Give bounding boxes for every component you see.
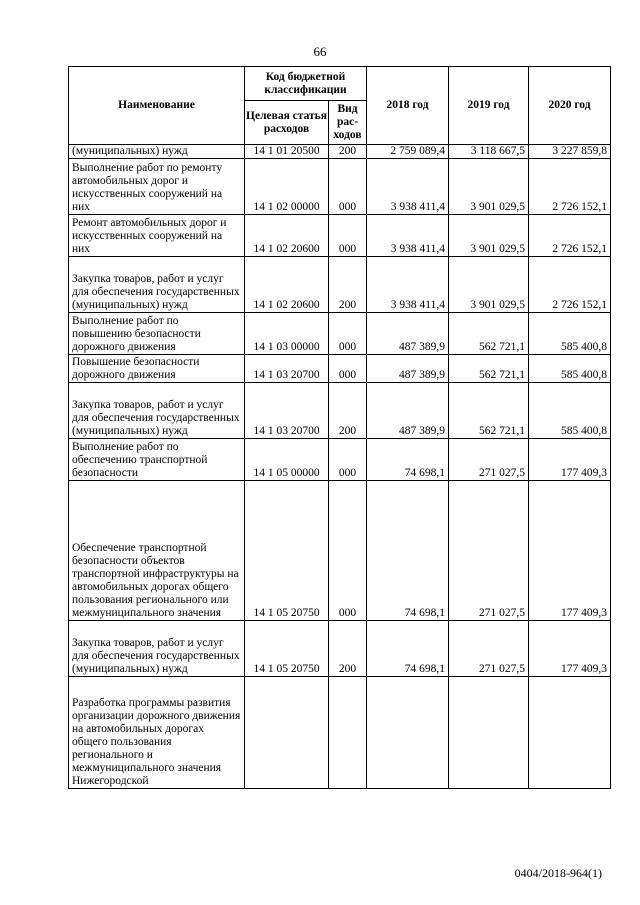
table-row bbox=[69, 159, 611, 215]
row-value-2020: 2 726 152,1 bbox=[529, 215, 611, 257]
row-value-2019 bbox=[449, 677, 529, 789]
row-value-2019: 3 118 667,5 bbox=[449, 145, 529, 159]
row-value-2020: 585 400,8 bbox=[529, 383, 611, 439]
table-row bbox=[69, 383, 611, 439]
header-budget-code: Код бюджетной классификации bbox=[245, 67, 367, 101]
row-target-article: 14 1 05 00000 bbox=[245, 439, 329, 481]
row-name: Ремонт автомобильных дорог и искусственных сооружений на них bbox=[69, 215, 245, 257]
table-row bbox=[69, 145, 611, 159]
row-value-2018: 74 698,1 bbox=[367, 481, 449, 621]
row-value-2018: 487 389,9 bbox=[367, 383, 449, 439]
row-expense-type: 000 bbox=[329, 159, 367, 215]
row-value-2020: 177 409,3 bbox=[529, 439, 611, 481]
row-value-2018: 2 759 089,4 bbox=[367, 145, 449, 159]
row-value-2019: 3 901 029,5 bbox=[449, 257, 529, 313]
row-expense-type: 000 bbox=[329, 355, 367, 383]
row-value-2020: 2 726 152,1 bbox=[529, 159, 611, 215]
row-value-2019: 562 721,1 bbox=[449, 383, 529, 439]
row-name: Закупка товаров, работ и услуг для обеспечения государственных (муниципальных) нужд bbox=[69, 257, 245, 313]
row-expense-type bbox=[329, 677, 367, 789]
row-target-article: 14 1 03 20700 bbox=[245, 383, 329, 439]
table-row bbox=[69, 313, 611, 355]
row-value-2019: 271 027,5 bbox=[449, 481, 529, 621]
row-value-2018 bbox=[367, 677, 449, 789]
header-2019: 2019 год bbox=[449, 67, 529, 145]
row-name: Повышение безопасности дорожного движения bbox=[69, 355, 245, 383]
row-target-article: 14 1 05 20750 bbox=[245, 481, 329, 621]
row-value-2018: 487 389,9 bbox=[367, 355, 449, 383]
table-row bbox=[69, 621, 611, 677]
row-value-2020: 177 409,3 bbox=[529, 621, 611, 677]
header-name: Наименование bbox=[69, 67, 245, 145]
header-2020: 2020 год bbox=[529, 67, 611, 145]
page-number: 66 bbox=[313, 44, 327, 59]
row-expense-type: 000 bbox=[329, 313, 367, 355]
row-value-2018: 3 938 411,4 bbox=[367, 257, 449, 313]
row-name: (муниципальных) нужд bbox=[69, 145, 245, 159]
row-value-2020: 585 400,8 bbox=[529, 355, 611, 383]
row-expense-type: 200 bbox=[329, 621, 367, 677]
row-expense-type: 000 bbox=[329, 215, 367, 257]
row-name: Закупка товаров, работ и услуг для обеспечения государственных (муниципальных) нужд bbox=[69, 383, 245, 439]
row-name: Выполнение работ по повышению безопасности дорожного движения bbox=[69, 313, 245, 355]
row-value-2019: 271 027,5 bbox=[449, 439, 529, 481]
row-expense-type: 200 bbox=[329, 383, 367, 439]
table-row bbox=[69, 215, 611, 257]
row-expense-type: 200 bbox=[329, 257, 367, 313]
row-value-2018: 74 698,1 bbox=[367, 621, 449, 677]
row-target-article: 14 1 01 20500 bbox=[245, 145, 329, 159]
row-value-2018: 3 938 411,4 bbox=[367, 159, 449, 215]
row-expense-type: 200 bbox=[329, 145, 367, 159]
header-2018: 2018 год bbox=[367, 67, 449, 145]
row-target-article: 14 1 05 20750 bbox=[245, 621, 329, 677]
row-name: Обеспечение транспортной безопасности объектов транспортной инфраструктуры на автомобильных дорогах общего пользования регионального или межмуниципального значения bbox=[69, 481, 245, 621]
row-value-2019: 3 901 029,5 bbox=[449, 215, 529, 257]
row-value-2020: 2 726 152,1 bbox=[529, 257, 611, 313]
row-value-2019: 562 721,1 bbox=[449, 355, 529, 383]
table-row bbox=[69, 439, 611, 481]
row-value-2020: 177 409,3 bbox=[529, 481, 611, 621]
row-value-2018: 74 698,1 bbox=[367, 439, 449, 481]
row-value-2018: 487 389,9 bbox=[367, 313, 449, 355]
table-row bbox=[69, 481, 611, 621]
table-row bbox=[69, 257, 611, 313]
row-expense-type: 000 bbox=[329, 439, 367, 481]
row-target-article bbox=[245, 677, 329, 789]
header-expense-type: Вид рас-ходов bbox=[329, 101, 367, 145]
row-expense-type: 000 bbox=[329, 481, 367, 621]
table-row bbox=[69, 677, 611, 789]
row-value-2019: 3 901 029,5 bbox=[449, 159, 529, 215]
table-row bbox=[69, 355, 611, 383]
row-target-article: 14 1 03 20700 bbox=[245, 355, 329, 383]
row-name: Выполнение работ по обеспечению транспортной безопасности bbox=[69, 439, 245, 481]
row-value-2020: 585 400,8 bbox=[529, 313, 611, 355]
row-value-2018: 3 938 411,4 bbox=[367, 215, 449, 257]
row-name: Разработка программы развития организации дорожного движения на автомобильных дорогах общего пользования регионального и межмуниципального значения Нижегородской bbox=[69, 677, 245, 789]
document-number: 0404/2018-964(1) bbox=[514, 866, 602, 880]
row-name: Закупка товаров, работ и услуг для обеспечения государственных (муниципальных) нужд bbox=[69, 621, 245, 677]
row-target-article: 14 1 02 20600 bbox=[245, 215, 329, 257]
row-name: Выполнение работ по ремонту автомобильных дорог и искусственных сооружений на них bbox=[69, 159, 245, 215]
row-target-article: 14 1 02 00000 bbox=[245, 159, 329, 215]
row-value-2019: 271 027,5 bbox=[449, 621, 529, 677]
budget-table bbox=[68, 66, 611, 789]
row-target-article: 14 1 02 20600 bbox=[245, 257, 329, 313]
header-target-article: Целевая статья расходов bbox=[245, 101, 329, 145]
row-value-2019: 562 721,1 bbox=[449, 313, 529, 355]
row-value-2020 bbox=[529, 677, 611, 789]
row-value-2020: 3 227 859,8 bbox=[529, 145, 611, 159]
row-target-article: 14 1 03 00000 bbox=[245, 313, 329, 355]
